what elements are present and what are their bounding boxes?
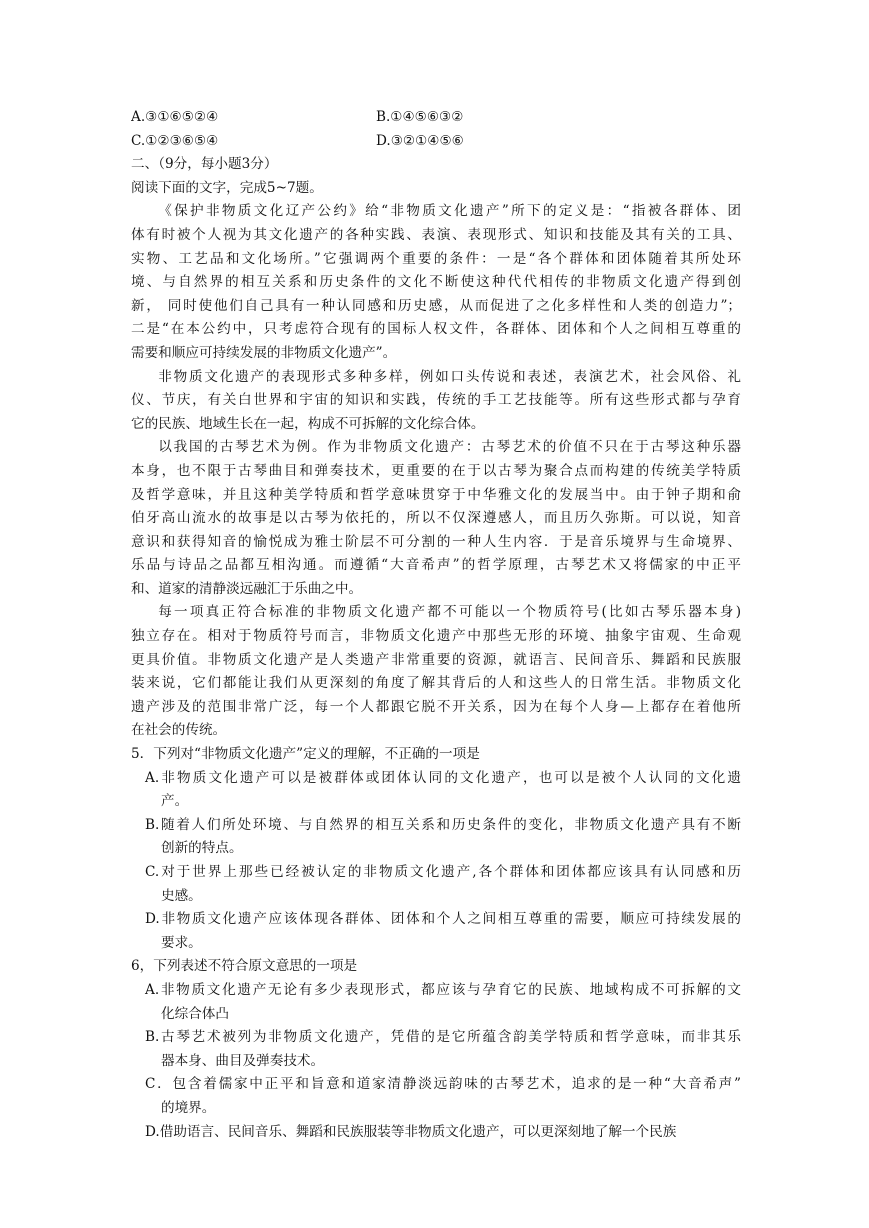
question-6-choices: [131, 979, 741, 1144]
choice-line: 器本身、曲目及弹奏技术。: [161, 1052, 325, 1069]
choice-line: A.非物质文化遗产可以是被群体或团体认同的文化遗产，也可以是被个人认同的文化遗: [145, 769, 741, 786]
choice-line: D.借助语言、民间音乐、舞蹈和民族服装等非物质文化遗产，可以更深刻地了解一个民族: [145, 1123, 677, 1140]
passage-paragraph: [131, 366, 741, 437]
passage-line: 乐品与诗品之品都互相沟通。而遵循“大音希声”的哲学原理，古琴艺术又将儒家的中正平: [131, 557, 741, 574]
option-c: C.①②③⑥⑤④: [131, 132, 219, 149]
instruction: 阅读下面的文字，完成5~7题。: [131, 179, 323, 196]
passage-line: 装来说，它们都能让我们从更深刻的角度了解其背后的人和这些人的日常生活。非物质文化: [131, 675, 741, 692]
passage-line: 伯牙高山流水的故事是以古琴为依托的，所以不仅深遵感人，而且历久弥斯。可以说，知音: [131, 510, 741, 527]
option-a: A.③①⑥⑤②④: [131, 109, 219, 125]
choice-line: 创新的特点。: [161, 840, 243, 857]
passage-line: 以我国的古琴艺术为例。作为非物质文化遗产：古琴艺术的价值不只在于古琴这种乐器: [158, 439, 741, 456]
passage-line: 需要和顺应可持续发展的非物质文化遗产”。: [131, 344, 397, 361]
choice-line: 史感。: [161, 887, 202, 904]
choice-line: D.非物质文化遗产应该体现各群体、团体和个人之间相互尊重的需要，顺应可持续发展的: [145, 911, 741, 928]
question-5-choices: [131, 767, 741, 956]
reading-passage: [131, 200, 741, 743]
passage-line: 在社会的传统。: [131, 722, 227, 739]
passage-line: 非物质文化遗产的表现形式多种多样，例如口头传说和表述，表演艺术，社会风俗、礼: [158, 368, 741, 385]
exam-page: [131, 106, 741, 1144]
passage-line: 它的民族、地域生长在一起，构成不可拆解的文化综合体。: [131, 415, 485, 432]
passage-line: 仪、节庆，有关白世界和宇宙的知识和实践，传统的手工艺技能等。所有这些形式都与孕育: [131, 392, 741, 409]
passage-line: 新， 同时使他们自己具有一种认同感和历史感，从而促进了之化多样性和人类的创造力”；: [131, 297, 741, 314]
passage-line: 和、道家的清静淡远融汇于乐曲之中。: [131, 580, 363, 597]
choice-line: 产。: [161, 793, 189, 810]
answer-choice: [131, 1073, 741, 1120]
choice-line: 化综合体凸: [161, 1005, 229, 1022]
passage-paragraph: [131, 200, 741, 365]
passage-line: 及哲学意味，并且这种美学特质和哲学意味贯穿于中华雅文化的发展当中。由于钟子期和俞: [131, 486, 741, 503]
choice-line: B.随着人们所处环境、与自然界的相互关系和历史条件的变化，非物质文化遗产具有不断: [145, 816, 741, 833]
answer-choice: [131, 814, 741, 861]
choice-line: B.古琴艺术被列为非物质文化遗产，凭借的是它所蕴含韵美学特质和哲学意味，而非其乐: [145, 1029, 741, 1046]
answer-choice: [131, 908, 741, 955]
question-6-stem: 6，下列表述不符合原文意思的一项是: [131, 958, 358, 975]
passage-paragraph: [131, 601, 741, 743]
answer-choice: [131, 767, 741, 814]
passage-line: 每一项真正符合标准的非物质文化遗产都不可能以一个物质符号(比如古琴乐器本身): [158, 604, 741, 621]
section-header: 二、（9分，每小题3分）: [131, 156, 278, 173]
previous-options-row-2: [131, 130, 741, 154]
passage-line: 境、与自然界的相互关系和历史条件的文化不断使这种代代相传的非物质文化遗产得到创: [131, 274, 741, 291]
choice-line: A.非物质文化遗产无论有多少表现形式，都应该与孕育它的民族、地域构成不可拆解的文: [145, 981, 741, 998]
passage-line: 更具价值。非物质文化遗产是人类遗产非常重要的资源，就语言、民间音乐、舞蹈和民族服: [131, 651, 741, 668]
passage-line: 实物、工艺品和文化场所。”它强调两个重要的条件：一是“各个群体和团体随着其所处环: [131, 250, 741, 267]
passage-line: 二是“在本公约中，只考虑符合现有的国标人权文件，各群体、团体和个人之间相互尊重的: [131, 321, 741, 338]
answer-choice: [131, 861, 741, 908]
previous-options-row-1: [131, 106, 741, 130]
choice-line: 要求。: [161, 934, 202, 951]
passage-line: 独立存在。相对于物质符号而言，非物质文化遗产中那些无形的环境、抽象宇宙观、生命观: [131, 628, 741, 645]
choice-line: C．包含着儒家中正平和旨意和道家清静淡远韵味的古琴艺术，追求的是一种“大音希声”: [145, 1076, 741, 1093]
passage-line: 意识和获得知音的愉悦成为雅士阶层不可分割的一种人生内容．于是音乐境界与生命境界、: [131, 533, 741, 550]
passage-line: 《保护非物质文化辽产公约》给“非物质文化遗产”所下的定义是：“指被各群体、团: [158, 203, 741, 220]
question-5-stem: 5．下列对“非物质文化遗产”定义的理解，不正确的一项是: [131, 746, 480, 763]
passage-line: 体有时被个人视为其文化遗产的各种实践、表演、表现形式、知识和技能及其有关的工具、: [131, 226, 741, 243]
answer-choice: [131, 1121, 741, 1145]
answer-choice: [131, 1026, 741, 1073]
option-d: D.③②①④⑤⑥: [376, 132, 464, 149]
answer-choice: [131, 979, 741, 1026]
passage-paragraph: [131, 436, 741, 601]
option-b: B.①④⑤⑥③②: [376, 109, 464, 125]
choice-line: C.对于世界上那些已经被认定的非物质文化遗产,各个群体和团体都应该具有认同感和历: [145, 864, 741, 880]
choice-line: 的境界。: [161, 1099, 216, 1116]
passage-line: 遗产涉及的范围非常广泛，每一个人都跟它脱不开关系，因为在每个人身—上都存在着他所: [131, 698, 741, 715]
passage-line: 本身，也不限于古琴曲目和弹奏技术，更重要的在于以古琴为聚合点而构建的传统美学特质: [131, 462, 741, 479]
